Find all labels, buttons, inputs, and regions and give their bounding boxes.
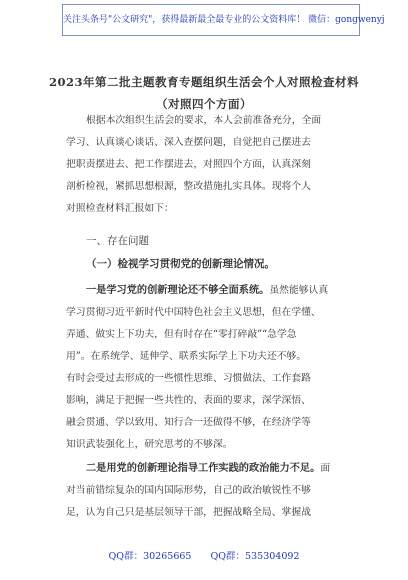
paragraph-line: 知识武装强化上，研究思考的不够深。 <box>66 439 233 450</box>
qq-group-1: QQ群：30265665 <box>108 551 192 562</box>
intro-line: 把职责摆进去、把工作摆进去，对照四个方面，认真深刻 <box>66 159 311 170</box>
document-subtitle: （对照四个方面） <box>156 97 252 111</box>
paragraph-line: 融会贯通、学以致用、知行合一还做得不够，在经济学等 <box>66 417 311 428</box>
paragraph-1 <box>66 279 356 456</box>
intro-line: 学习、认真谈心谈话、深入查摆问题，自觉把自己摆进去 <box>66 137 311 148</box>
section-heading: 一、存在问题 <box>86 235 149 247</box>
paragraph-line: 用”。在系统学、延伸学、联系实际学上下功夫还不够。 <box>66 351 307 362</box>
paragraph-2 <box>66 457 356 524</box>
paragraph-text: 面 <box>320 463 331 474</box>
paragraph-line <box>66 279 356 302</box>
intro-line: 对照检查材料汇报如下： <box>66 203 174 214</box>
paragraph-lead: 一是学习党的创新理论还不够全面系统。 <box>86 284 270 296</box>
paragraph-line: 弄通、做实上下功夫，但有时存在“零打碎敲”“急学急 <box>66 329 297 340</box>
intro-paragraph <box>66 110 356 220</box>
paragraph-lead: 二是用党的创新理论指导工作实践的政治能力不足。 <box>86 462 321 474</box>
paragraph-line: 足，认为自己只是基层领导干部，把握战略全局、掌握战 <box>66 507 311 518</box>
paragraph-line: 有时会受过去形成的一些惯性思维、习惯做法、工作套路 <box>66 373 311 384</box>
qq-group-2: QQ群：535304092 <box>210 551 300 562</box>
subsection-heading: （一）检视学习贯彻党的创新理论情况。 <box>86 258 275 270</box>
paragraph-text: 虽然能够认真 <box>269 285 329 296</box>
intro-line: 剖析检视，紧抓思想根源，整改措施扎实具体。现将个人 <box>66 181 311 192</box>
footer <box>0 548 408 562</box>
paragraph-line <box>66 457 356 480</box>
intro-line: 根据本次组织生活会的要求，本人会前准备充分，全面 <box>86 115 322 126</box>
document-title: 2023年第二批主题教育专题组织生活会个人对照检查材料 <box>48 75 359 89</box>
promo-banner: 关注头条号"公文研究"，获得最新最全最专业的公文资料库！ 微信：gongwenyj <box>62 4 360 36</box>
paragraph-line: 学习贯彻习近平新时代中国特色社会主义思想，但在学懂、 <box>66 307 321 318</box>
paragraph-line: 影响，满足于把握一些共性的、表面的要求，深学深悟、 <box>66 395 311 406</box>
paragraph-line: 对当前错综复杂的国内国际形势，自己的政治敏锐性不够 <box>66 485 311 496</box>
